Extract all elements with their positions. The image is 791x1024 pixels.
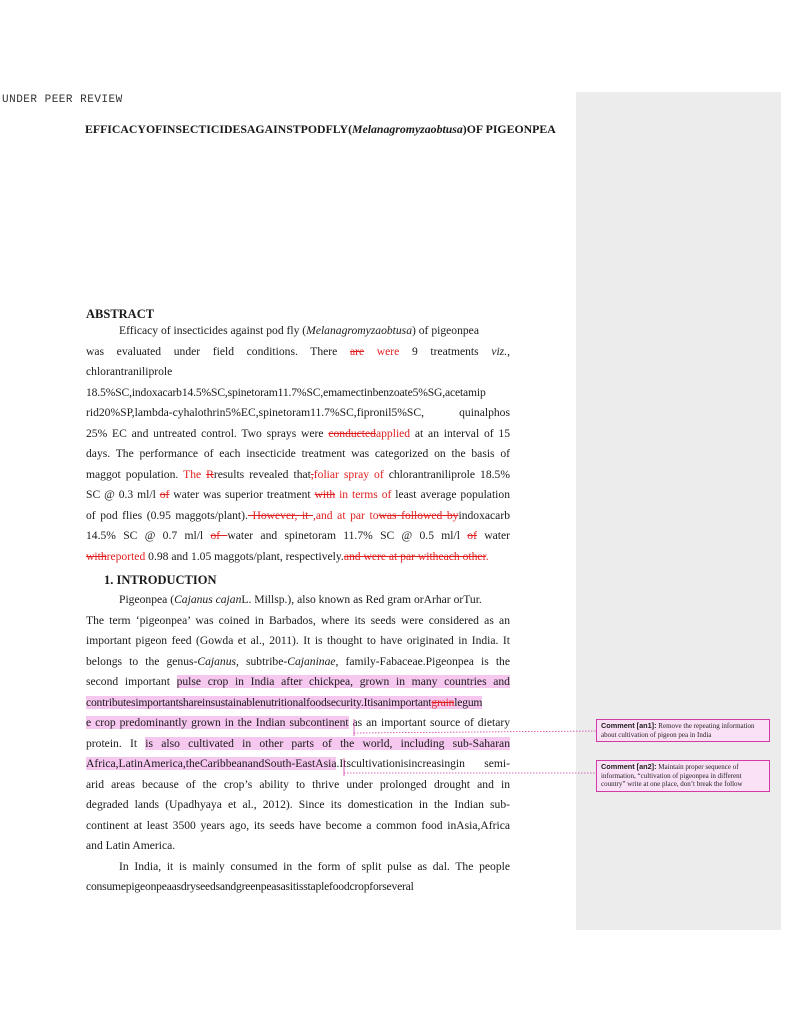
inserted-text: The: [183, 467, 207, 481]
intro-line-3: important pigeon feed (Gowda et al., 2011). It is thought to have originated in India. It: [86, 634, 510, 647]
abstract-line-5: rid20%SP,lambda-cyhalothrin5%EC,spinetoram11.7%SC,fipronil5%SC, quinalphos: [86, 406, 510, 419]
deleted-text: of: [467, 529, 477, 542]
inserted-text: foliar spray of: [313, 467, 384, 481]
intro-line-1: Pigeonpea (Cajanus cajanL. Millsp.), also known as Red gram orArhar orTur.: [119, 593, 482, 606]
comment-an2[interactable]: Comment [an2]: Maintain proper sequence of information, “cultivation of pigeonpea in different country” write at one place, don’t break the follow: [596, 760, 770, 792]
deleted-text: was followed by: [378, 508, 459, 522]
highlighted-text-an1[interactable]: legum: [454, 695, 483, 709]
deleted-text: with: [314, 488, 336, 501]
inserted-text: were: [364, 344, 400, 358]
intro-line-7: e crop predominantly grown in the Indian subcontinent as an important source of dietary: [86, 716, 510, 729]
comment-an1[interactable]: Comment [an1]: Remove the repeating information about cultivation of pigeon pea in India: [596, 719, 770, 742]
intro-line-2: The term ‘pigeonpea’ was coined in Barbados, where its seeds were considered as an: [86, 613, 510, 627]
deleted-text: of: [210, 529, 228, 542]
abstract-line-2: was evaluated under field conditions. There are were 9 treatments viz.,: [86, 344, 510, 358]
intro-line-8: protein. It is also cultivated in other parts of the world, including sub-Saharan: [86, 736, 510, 750]
abstract-line-7: days. The performance of each insecticide treatment was categorized on the basis of: [86, 447, 510, 460]
abstract-line-1: Efficacy of insecticides against pod fly (Melanagromyzaobtusa) of pigeonpea: [119, 324, 479, 337]
abstract-line-4: 18.5%SC,indoxacarb14.5%SC,spinetoram11.7%SC,emamectinbenzoate5%SG,acetamip: [86, 385, 486, 399]
abstract-line-8: maggot population. The Rresults revealed that,foliar spray of chlorantraniliprole 18.5%: [86, 467, 510, 481]
inserted-text: ,and at par to: [312, 508, 379, 522]
introduction-heading: 1. INTRODUCTION: [104, 573, 217, 587]
intro-line-12: continent at least 3500 years ago, its seeds have become a common food inAsia,Africa: [86, 818, 510, 832]
highlighted-text-an2[interactable]: is also cultivated in other parts of the world, including sub-Saharan: [145, 736, 510, 750]
abstract-line-12: withreported 0.98 and 1.05 maggots/plant, respectively.and were at par witheach other.: [86, 549, 489, 563]
intro-line-15: consumepigeonpeaasdryseedsandgreenpeasasitisstaplefoodcropforseveral: [86, 880, 414, 893]
highlighted-text-an1[interactable]: e crop predominantly grown in the Indian subcontinent: [86, 716, 349, 729]
deleted-text: grain: [431, 695, 455, 709]
abstract-line-6: 25% EC and untreated control. Two sprays were conductedapplied at an interval of 15: [86, 426, 510, 440]
abstract-line-10: of pod flies (0.95 maggots/plant). However, it ,and at par towas followed byindoxacarb: [86, 508, 510, 522]
abstract-heading: ABSTRACT: [86, 307, 155, 321]
intro-line-14: In India, it is mainly consumed in the form of split pulse as dal. The people: [119, 859, 510, 873]
under-peer-review-label: UNDER PEER REVIEW: [2, 94, 123, 106]
deleted-text: and were at par witheach other: [343, 549, 486, 563]
highlighted-text-an2[interactable]: Africa,LatinAmerica,theCaribbeanandSouth-EastAsia: [86, 757, 337, 770]
inserted-text: in terms of: [335, 488, 392, 501]
abstract-line-11: 14.5% SC @ 0.7 ml/l of water and spinetoram 11.7% SC @ 0.5 ml/l of water: [86, 529, 510, 542]
highlighted-text-an1[interactable]: pulse crop in India after chickpea, grown in many countries and: [176, 675, 510, 688]
abstract-line-3: chlorantraniliprole: [86, 365, 173, 378]
inserted-text: .: [485, 549, 489, 563]
intro-line-9: Africa,LatinAmerica,theCaribbeanandSouth-EastAsia.Itscultivationisincreasingin semi-: [86, 757, 510, 770]
deleted-text: of: [159, 488, 170, 501]
intro-line-4: belongs to the genus-Cajanus, subtribe-Cajaninae, family-Fabaceae.Pigeonpea is the: [86, 654, 510, 668]
intro-line-13: and Latin America.: [86, 839, 176, 852]
deleted-text: ,: [310, 467, 314, 481]
deleted-text: conducted: [328, 426, 376, 440]
deleted-text: are: [349, 344, 365, 358]
deleted-text: However, it: [247, 508, 313, 522]
inserted-text: applied: [375, 426, 411, 440]
paper-title: EFFICACYOFINSECTICIDESAGAINSTPODFLY(Melanagromyzaobtusa)OF PIGEONPEA: [85, 122, 556, 136]
intro-line-5: second important pulse crop in India after chickpea, grown in many countries and: [86, 675, 510, 688]
intro-line-10: arid areas because of the crop’s ability to thrive under prolonged drought and in: [86, 777, 510, 791]
deleted-text: R: [206, 467, 214, 481]
inserted-text: reported: [106, 549, 146, 563]
highlighted-text-an1[interactable]: contributesimportantshareinsustainablenutritionalfoodsecurity.Itisanimportant: [86, 695, 432, 709]
abstract-line-9: SC @ 0.3 ml/l of water was superior treatment with in terms of least average population: [86, 488, 510, 501]
deleted-text: with: [86, 549, 107, 563]
intro-line-11: degraded lands (Upadhyaya et al., 2012). Since its domestication in the Indian sub-: [86, 798, 510, 811]
